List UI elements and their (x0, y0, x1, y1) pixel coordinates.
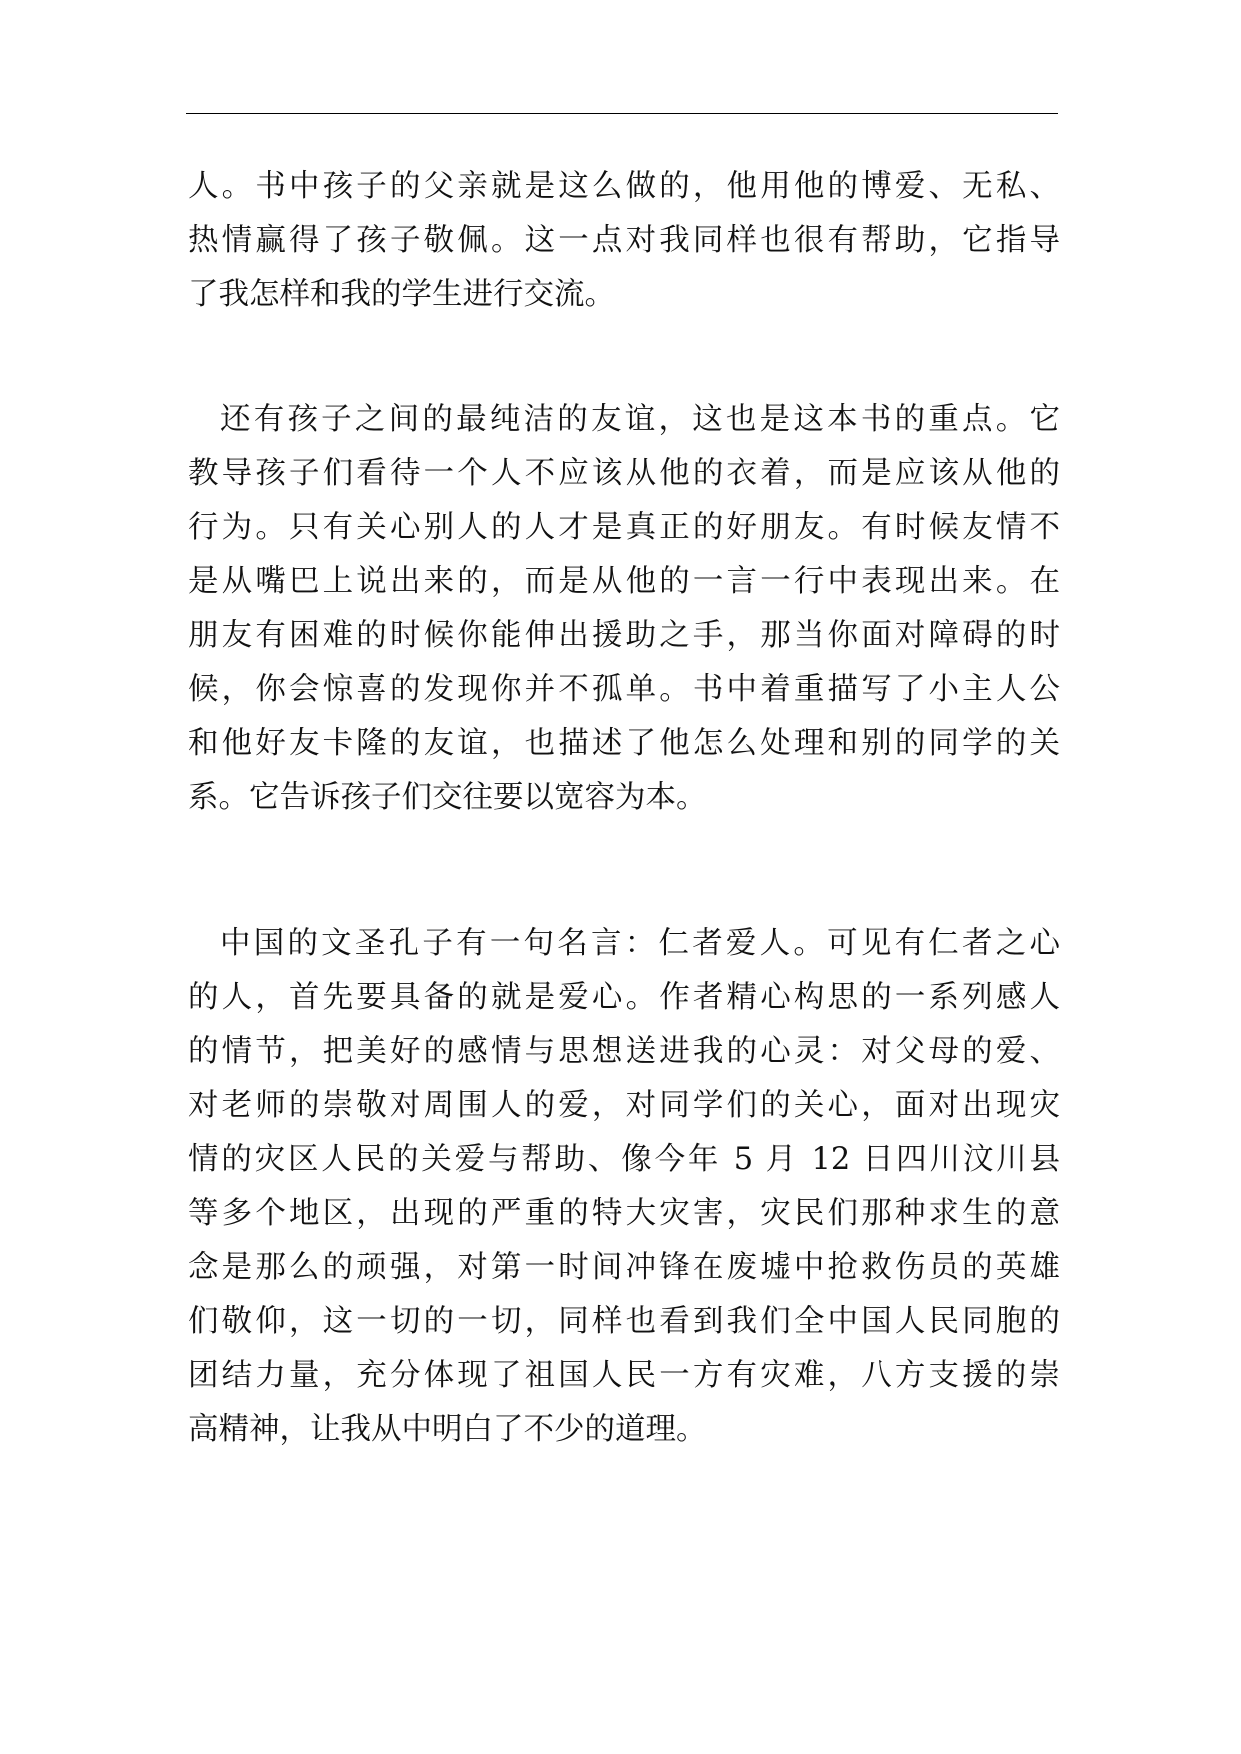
paragraph-2 (188, 393, 1060, 825)
paragraph-line: 团结力量，充分体现了祖国人民一方有灾难，八方支援的崇 (188, 1358, 1060, 1393)
paragraph-line: 教导孩子们看待一个人不应该从他的衣着，而是应该从他的 (188, 456, 1060, 491)
paragraph-line: 热情赢得了孩子敬佩。这一点对我同样也很有帮助，它指导 (188, 223, 1060, 258)
paragraph-line: 行为。只有关心别人的人才是真正的好朋友。有时候友情不 (188, 510, 1060, 545)
paragraph-line: 和他好友卡隆的友谊，也描述了他怎么处理和别的同学的关 (188, 726, 1060, 761)
paragraph-line: 候，你会惊喜的发现你并不孤单。书中着重描写了小主人公 (188, 672, 1060, 707)
paragraph-line: 念是那么的顽强，对第一时间冲锋在废墟中抢救伤员的英雄 (188, 1250, 1060, 1285)
paragraph-line: 的人，首先要具备的就是爱心。作者精心构思的一系列感人 (188, 980, 1060, 1015)
paragraph-line: 是从嘴巴上说出来的，而是从他的一言一行中表现出来。在 (188, 564, 1060, 599)
paragraph-line: 了我怎样和我的学生进行交流。 (188, 277, 615, 312)
paragraph-line: 系。它告诉孩子们交往要以宽容为本。 (188, 780, 707, 815)
header-rule (186, 113, 1058, 114)
paragraph-line: 们敬仰，这一切的一切，同样也看到我们全中国人民同胞的 (188, 1304, 1060, 1339)
paragraph-line: 还有孩子之间的最纯洁的友谊，这也是这本书的重点。它 (220, 402, 1060, 437)
paragraph-line: 人。书中孩子的父亲就是这么做的，他用他的博爱、无私、 (188, 169, 1060, 204)
paragraph-line: 的情节，把美好的感情与思想送进我的心灵：对父母的爱、 (188, 1034, 1060, 1069)
paragraph-line: 等多个地区，出现的严重的特大灾害，灾民们那种求生的意 (188, 1196, 1060, 1231)
paragraph-1 (188, 160, 1060, 322)
paragraph-line: 中国的文圣孔子有一句名言：仁者爱人。可见有仁者之心 (220, 926, 1060, 961)
paragraph-line: 情的灾区人民的关爱与帮助、像今年 5 月 12 日四川汶川县 (188, 1142, 1060, 1177)
paragraph-line: 对老师的崇敬对周围人的爱，对同学们的关心，面对出现灾 (188, 1088, 1060, 1123)
paragraph-3 (188, 917, 1060, 1457)
paragraph-line: 高精神，让我从中明白了不少的道理。 (188, 1412, 707, 1447)
paragraph-line: 朋友有困难的时候你能伸出援助之手，那当你面对障碍的时 (188, 618, 1060, 653)
